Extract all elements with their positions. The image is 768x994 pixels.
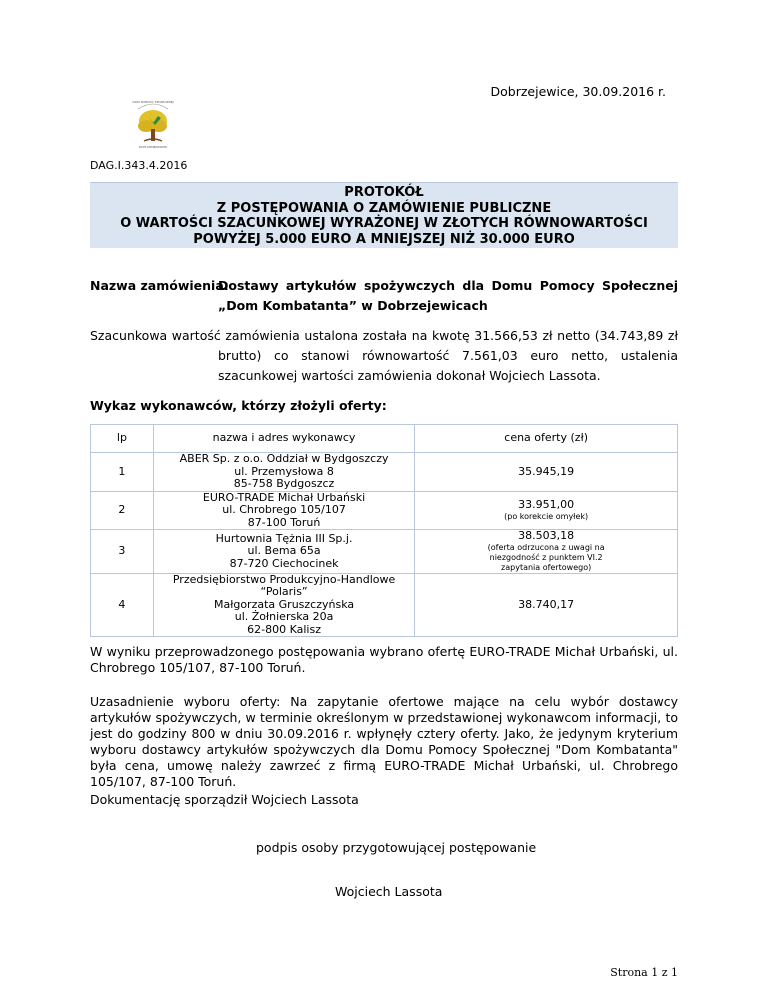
- title-box: [90, 182, 678, 248]
- table-row: [91, 573, 678, 637]
- price-note: (po korekcie omyłek): [504, 511, 589, 521]
- order-name-line1: Dostawy artykułów spożywczych dla Domu Pomocy Społecznej: [218, 278, 678, 293]
- signature-name: Wojciech Lassota: [335, 884, 443, 899]
- title-line: POWYŻEJ 5.000 EURO A MNIEJSZEJ NIŻ 30.000 EURO: [193, 231, 575, 247]
- title-line: O WARTOŚCI SZACUNKOWEJ WYRAŻONEJ W ZŁOTYCH RÓWNOWARTOŚCI: [120, 216, 648, 231]
- row-lp: 4: [91, 573, 154, 637]
- title-line: Z POSTĘPOWANIA O ZAMÓWIENIE PUBLICZNE: [216, 200, 552, 216]
- estimate-line1: [90, 328, 678, 343]
- header-price: cena oferty (zł): [415, 425, 678, 453]
- row-name: [153, 573, 414, 637]
- table-header-row: [91, 425, 678, 453]
- offers-table: [90, 424, 678, 637]
- logo: [128, 99, 178, 153]
- document-date: Dobrzejewice, 30.09.2016 r.: [490, 84, 666, 99]
- estimate-line3: szacunkowej wartości zamówienia dokonał Wojciech Lassota.: [218, 368, 601, 383]
- justification-paragraph: Uzasadnienie wyboru oferty: Na zapytanie ofertowe mające na celu wybór dostawcy artykułów spożywczych, w terminie określonym w przedstawionej wykonawcom informacji, to jest do godziny 800 w dniu 30.09.2016 r. wpłynęły cztery oferty. Jako, że jedynym kryterium wyboru dostawcy artykułów spożywczych dla Domu Pomocy Społecznej "Dom Kombatanta" była cena, umowę należy zawrzeć z firmą EURO-TRADE Michał Urbański, ul. Chrobrego 105/107, 87-100 Toruń.: [90, 694, 678, 789]
- signature-label: podpis osoby przygotowującej postępowanie: [256, 840, 537, 855]
- row-price: 35.945,19: [415, 453, 678, 492]
- price-note: (oferta odrzucona z uwagi na niezgodność z punktem VI.2 zapytania ofertowego): [487, 542, 605, 572]
- name-line: Przedsiębiorstwo Produkcyjno-Handlowe “Polaris”: [172, 572, 396, 598]
- name-line: 85-758 Bydgoszcz: [233, 477, 335, 490]
- name-line: 87-100 Toruń: [247, 515, 321, 529]
- row-lp: 3: [91, 530, 154, 574]
- name-line: ul. Przemysłowa 8: [234, 464, 334, 478]
- name-line: Hurtownia Tężnia III Sp.j.: [215, 531, 353, 545]
- name-line: ul. Bema 65a: [247, 544, 321, 557]
- documentation-note: Dokumentację sporządził Wojciech Lassota: [90, 792, 359, 807]
- row-name: [153, 530, 414, 574]
- order-label: Nazwa zamówienia:: [90, 278, 229, 293]
- table-row: [91, 530, 678, 574]
- name-line: EURO-TRADE Michał Urbański: [202, 490, 366, 504]
- page-number: Strona 1 z 1: [610, 966, 678, 979]
- row-name: [153, 453, 414, 492]
- row-price: [415, 491, 678, 530]
- logo-text-bottom: DOM KOMBATANTA: [138, 145, 168, 149]
- name-line: ABER Sp. z o.o. Oddział w Bydgoszczy: [179, 452, 389, 465]
- offers-heading: Wykaz wykonawców, którzy złożyli oferty:: [90, 398, 387, 413]
- title-line: PROTOKÓŁ: [344, 185, 424, 200]
- name-line: Małgorzata Gruszczyńska: [213, 597, 355, 611]
- header-lp: lp: [91, 425, 154, 453]
- row-lp: 2: [91, 491, 154, 530]
- header-name: nazwa i adres wykonawcy: [153, 425, 414, 453]
- name-line: ul. Żołnierska 20a: [234, 610, 334, 623]
- row-price: [415, 530, 678, 574]
- result-paragraph: W wyniku przeprowadzonego postępowania wybrano ofertę EURO-TRADE Michał Urbański, ul. Chrobrego 105/107, 87-100 Toruń.: [90, 644, 678, 675]
- price-value: 38.503,18: [518, 529, 575, 542]
- name-line: ul. Chrobrego 105/107: [222, 503, 346, 516]
- name-line: 62-800 Kalisz: [247, 622, 321, 636]
- row-name: [153, 491, 414, 530]
- estimate-text: Szacunkowa wartość zamówienia ustalona została na kwotę 31.566,53 zł netto (34.743,89 zł: [90, 328, 678, 343]
- reference-number: DAG.I.343.4.2016: [90, 159, 188, 172]
- name-line: 87-720 Ciechocinek: [229, 556, 339, 570]
- order-name-line2: „Dom Kombatanta” w Dobrzejewicach: [218, 298, 488, 313]
- row-price: 38.740,17: [415, 573, 678, 637]
- estimate-line2: brutto) co stanowi równowartość 7.561,03 euro netto, ustalenia: [218, 348, 678, 363]
- table-row: [91, 453, 678, 492]
- logo-text-top: DOM POMOCY SPOŁECZNEJ: [132, 100, 174, 104]
- table-row: [91, 491, 678, 530]
- row-lp: 1: [91, 453, 154, 492]
- price-value: 33.951,00: [518, 498, 575, 511]
